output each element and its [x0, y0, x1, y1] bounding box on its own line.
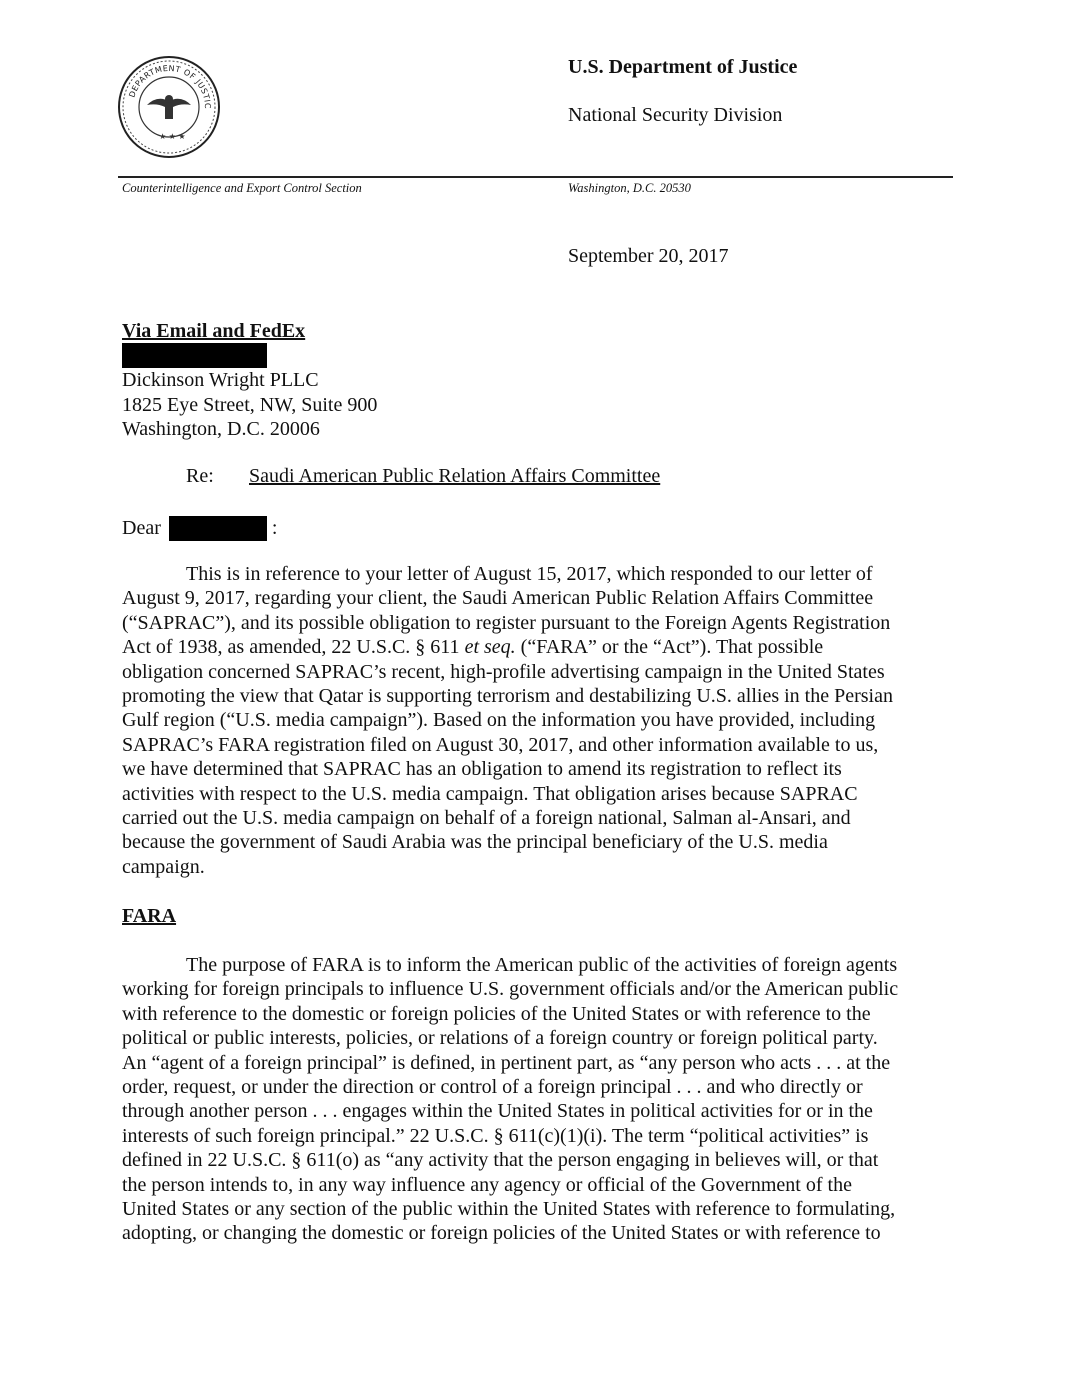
- paragraph-line: defined in 22 U.S.C. § 611(o) as “any activity that the person engaging in believes will, or that: [122, 1149, 879, 1172]
- salutation: [122, 514, 277, 540]
- paragraph-line: with reference to the domestic or foreign policies of the United States or with reference to the: [122, 1002, 871, 1025]
- paragraph-line: political or public interests, policies, or relations of a foreign country or foreign political party.: [122, 1027, 878, 1050]
- paragraph-line: This is in reference to your letter of August 15, 2017, which responded to our letter of: [186, 563, 873, 585]
- address-line: Dickinson Wright PLLC: [122, 369, 319, 391]
- paragraph-line: Gulf region (“U.S. media campaign”). Based on the information you have provided, including: [122, 709, 876, 732]
- paragraph-line: August 9, 2017, regarding your client, the Saudi American Public Relation Affairs Committee: [122, 587, 874, 610]
- paragraph-line: we have determined that SAPRAC has an obligation to amend its registration to reflect its: [122, 758, 842, 781]
- redacted-recipient-name: [122, 343, 267, 368]
- paragraph-line: through another person . . . engages within the United States in political activities for or in the: [122, 1100, 873, 1123]
- paragraph-line: United States or any section of the public within the United States with reference to formulating,: [122, 1198, 896, 1221]
- paragraph-fara-purpose: [122, 953, 948, 1246]
- paragraph-line: activities with respect to the U.S. media campaign. That obligation arises because SAPRAC: [122, 782, 858, 805]
- paragraph-line: order, request, or under the direction or control of a foreign principal . . . and who directly or: [122, 1076, 863, 1099]
- re-subject: Saudi American Public Relation Affairs Committee: [249, 465, 661, 487]
- re-label: Re:: [186, 465, 214, 487]
- paragraph-line: because the government of Saudi Arabia was the principal beneficiary of the U.S. media: [122, 831, 828, 854]
- paragraph-line: An “agent of a foreign principal” is defined, in pertinent part, as “any person who acts . . . at the: [122, 1051, 891, 1074]
- department-name: U.S. Department of Justice: [568, 56, 798, 78]
- paragraph-line: adopting, or changing the domestic or foreign policies of the United States or with reference to: [122, 1222, 881, 1245]
- paragraph-line: The purpose of FARA is to inform the American public of the activities of foreign agents: [186, 954, 898, 976]
- letterhead-city: Washington, D.C. 20530: [568, 181, 691, 195]
- section-heading-fara: FARA: [122, 905, 177, 927]
- paragraph-line: working for foreign principals to influence U.S. government officials and/or the American public: [122, 978, 899, 1001]
- paragraph-line: campaign.: [122, 855, 205, 878]
- section-name: Counterintelligence and Export Control Section: [122, 181, 362, 195]
- paragraph-reference: [122, 562, 948, 879]
- delivery-method: Via Email and FedEx: [122, 320, 306, 342]
- redacted-salutation-name: [169, 516, 267, 541]
- paragraph-line: Act of 1938, as amended, 22 U.S.C. § 611 et seq. (“FARA” or the “Act”). That possible: [122, 636, 824, 659]
- address-line: 1825 Eye Street, NW, Suite 900: [122, 393, 378, 416]
- paragraph-line: the person intends to, in any way influence any agency or official of the Government of the: [122, 1173, 852, 1196]
- recipient-address: [122, 368, 377, 442]
- letter-date: September 20, 2017: [568, 245, 729, 267]
- doj-seal: [117, 55, 221, 159]
- paragraph-line: SAPRAC’s FARA registration filed on August 30, 2017, and other information available to us,: [122, 733, 879, 756]
- paragraph-line: (“SAPRAC”), and its possible obligation to register pursuant to the Foreign Agents Registration: [122, 611, 891, 634]
- paragraph-line: carried out the U.S. media campaign on behalf of a foreign national, Salman al-Ansari, and: [122, 807, 851, 830]
- division-name: National Security Division: [568, 104, 783, 126]
- paragraph-line: interests of such foreign principal.” 22 U.S.C. § 611(c)(1)(i). The term “political activities” is: [122, 1124, 869, 1147]
- salutation-prefix: Dear: [122, 517, 161, 540]
- letterhead-rule: [118, 176, 953, 178]
- svg-text:DEPARTMENT OF JUSTICE: DEPARTMENT OF JUSTIC: [127, 63, 213, 110]
- address-line: Washington, D.C. 20006: [122, 418, 320, 440]
- paragraph-line: promoting the view that Qatar is supporting terrorism and destabilizing U.S. allies in the Persian: [122, 685, 893, 708]
- svg-text:★ ★ ★: ★ ★ ★: [159, 132, 186, 141]
- salutation-colon: :: [271, 517, 278, 540]
- paragraph-line: obligation concerned SAPRAC’s recent, high-profile advertising campaign in the United States: [122, 660, 885, 683]
